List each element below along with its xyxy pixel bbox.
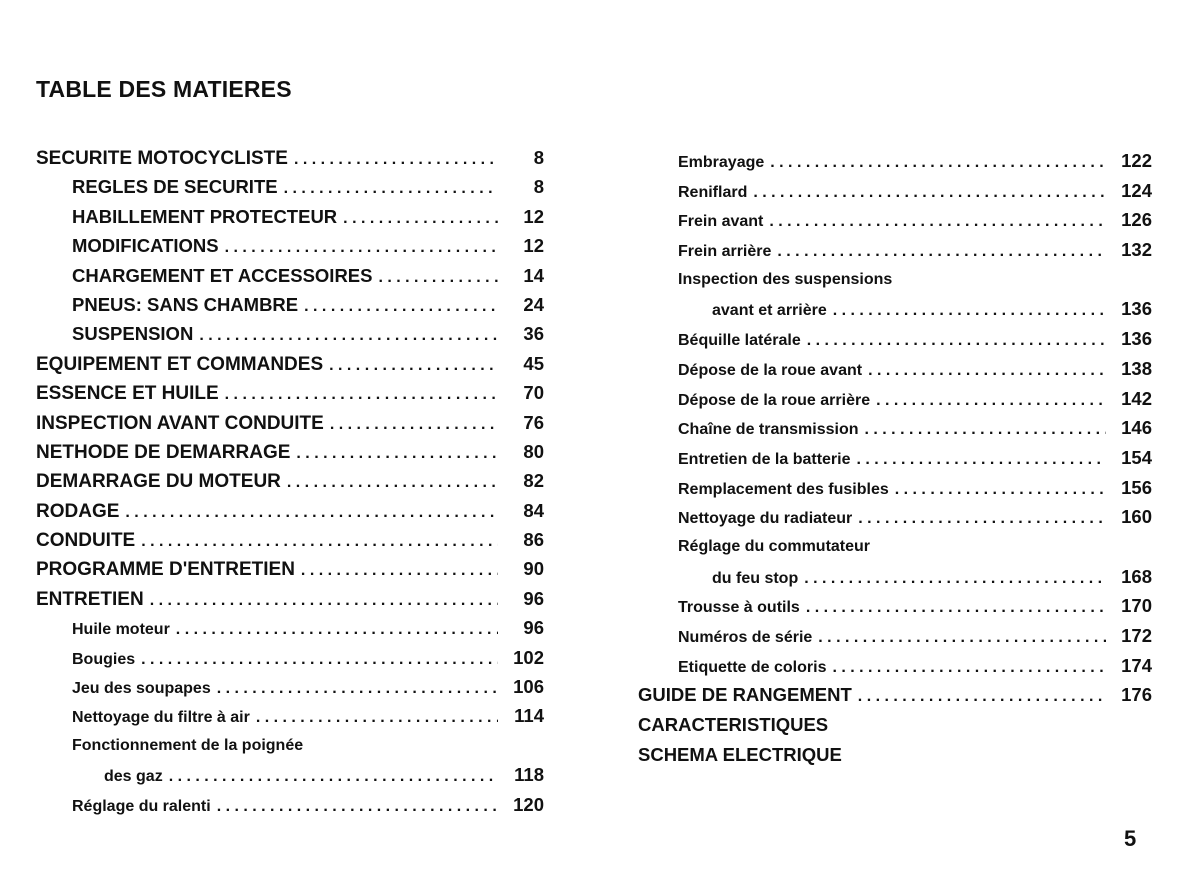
dot-leader — [771, 237, 1106, 267]
dot-leader — [288, 145, 498, 174]
toc-entry-page: 12 — [523, 235, 544, 257]
toc-entry[interactable] — [638, 294, 1152, 324]
toc-entry-page: 168 — [1121, 565, 1152, 587]
toc-entry-page: 45 — [523, 352, 544, 374]
toc-entry[interactable] — [36, 349, 544, 378]
toc-entry-page: 154 — [1121, 446, 1152, 468]
toc-entry-page: 8 — [533, 176, 544, 198]
toc-entry-page: 14 — [523, 264, 544, 286]
toc-entry-label: Fonctionnement de la poignée — [72, 736, 304, 754]
page-title: TABLE DES MATIERES — [36, 76, 292, 102]
dot-leader — [163, 762, 498, 791]
toc-entry-label: Chaîne de transmission — [678, 421, 859, 439]
toc-entry[interactable] — [638, 443, 1152, 473]
dot-leader — [144, 586, 498, 615]
toc-entry-label: Dépose de la roue arrière — [678, 391, 871, 409]
toc-entry[interactable] — [36, 496, 544, 525]
toc-entry-page: 82 — [523, 470, 544, 492]
toc-entry-label: Frein avant — [678, 213, 764, 231]
dot-leader — [764, 148, 1106, 178]
toc-entry-page: 170 — [1121, 595, 1152, 617]
toc-entry-page: 156 — [1121, 476, 1152, 498]
toc-entry-label: SUSPENSION — [72, 323, 194, 345]
toc-entry-label: Embrayage — [678, 154, 765, 171]
toc-entry[interactable] — [638, 591, 1152, 621]
toc-entry-page: 80 — [523, 440, 544, 462]
dot-leader — [862, 356, 1106, 386]
toc-entry-label: ESSENCE ET HUILE — [36, 383, 219, 405]
dot-leader — [826, 653, 1106, 683]
toc-entry-label: Remplacement des fusibles — [678, 480, 889, 498]
toc-entry-page: 70 — [523, 382, 544, 404]
toc-entry-page: 96 — [523, 587, 544, 609]
toc-entry[interactable] — [638, 205, 1152, 235]
toc-entry-page: 124 — [1121, 179, 1152, 201]
dot-leader — [119, 498, 498, 527]
toc-entry-page: 126 — [1121, 209, 1152, 231]
toc-entry[interactable] — [638, 680, 1152, 710]
dot-leader — [798, 564, 1106, 594]
toc-entry-page: 132 — [1121, 239, 1152, 261]
dot-leader — [250, 703, 498, 732]
toc-entry-label: Jeu des soupapes — [72, 680, 211, 698]
toc-entry-page: 136 — [1121, 328, 1152, 350]
dot-leader — [193, 321, 498, 350]
toc-entry[interactable] — [36, 643, 544, 672]
toc-entry-label: Etiquette de coloris — [678, 658, 827, 676]
toc-entry-label: Frein arrière — [678, 243, 772, 261]
toc-entry-label: Reniflard — [678, 183, 748, 201]
toc-entry-page: 138 — [1121, 357, 1152, 379]
toc-entry-page: 136 — [1121, 298, 1152, 320]
toc-entry-label: EQUIPEMENT ET COMMANDES — [36, 353, 324, 375]
toc-entry[interactable] — [638, 235, 1152, 265]
toc-entry-label: HABILLEMENT PROTECTEUR — [72, 205, 338, 227]
toc-entry-label: Numéros de série — [678, 629, 813, 646]
toc-entry-page: 12 — [523, 205, 544, 227]
dot-leader — [827, 296, 1106, 326]
dot-leader — [135, 645, 498, 674]
toc-entry-label: CARACTERISTIQUES — [638, 714, 829, 736]
toc-entry-page: 8 — [533, 147, 544, 168]
toc-entry[interactable] — [638, 502, 1152, 532]
toc-entry-page: 120 — [513, 793, 544, 815]
dot-leader — [323, 351, 498, 380]
toc-entry-label: Trousse à outils — [678, 599, 800, 617]
dot-leader — [337, 204, 498, 233]
toc-right-column — [638, 146, 1152, 769]
toc-entry-label: DEMARRAGE DU MOTEUR — [36, 471, 281, 493]
toc-entry[interactable] — [638, 324, 1152, 354]
toc-left-column — [36, 143, 544, 819]
toc-entry[interactable] — [36, 466, 544, 495]
toc-entry-label: REGLES DE SECURITE — [72, 176, 278, 198]
dot-leader — [851, 445, 1107, 475]
toc-entry[interactable] — [638, 473, 1152, 503]
dot-leader — [852, 682, 1106, 712]
toc-entry-page: 106 — [513, 676, 544, 698]
toc-entry-label: ENTRETIEN — [36, 588, 144, 610]
dot-leader — [281, 468, 498, 497]
toc-entry[interactable] — [36, 437, 544, 466]
toc-entry-page: 76 — [523, 411, 544, 433]
toc-entry-label: des gaz — [104, 768, 163, 786]
toc-entry[interactable] — [638, 532, 1152, 562]
dot-leader — [747, 178, 1106, 208]
toc-entry[interactable] — [36, 408, 544, 437]
toc-entry-label: Entretien de la batterie — [678, 450, 851, 468]
toc-entry-page: 86 — [523, 529, 544, 551]
toc-entry-page: 90 — [523, 558, 544, 580]
toc-entry-label: SECURITE MOTOCYCLISTE — [36, 148, 288, 169]
toc-entry[interactable] — [36, 613, 544, 642]
page-number: 5 — [1124, 826, 1137, 851]
toc-entry[interactable] — [638, 384, 1152, 414]
toc-entry-label: Bougies — [72, 650, 136, 668]
toc-entry-label: Huile moteur — [72, 621, 170, 639]
toc-entry-page: 84 — [523, 499, 544, 521]
dot-leader — [298, 292, 498, 321]
toc-entry[interactable] — [638, 413, 1152, 443]
toc-entry[interactable] — [638, 651, 1152, 681]
toc-entry-label: PROGRAMME D'ENTRETIEN — [36, 559, 295, 581]
toc-entry-label: Inspection des suspensions — [678, 270, 893, 288]
dot-leader — [801, 326, 1106, 356]
toc-entry[interactable] — [36, 143, 544, 172]
toc-entry-label: du feu stop — [712, 569, 799, 587]
toc-entry-page: 114 — [514, 705, 544, 727]
toc-entry[interactable] — [36, 261, 544, 290]
dot-leader — [812, 623, 1106, 653]
toc-entry[interactable] — [638, 621, 1152, 651]
toc-entry-label: SCHEMA ELECTRIQUE — [638, 743, 842, 765]
toc-entry-label: GUIDE DE RANGEMENT — [638, 684, 852, 706]
toc-entry[interactable] — [36, 378, 544, 407]
toc-entry[interactable] — [36, 672, 544, 701]
toc-entry[interactable] — [638, 146, 1152, 176]
dot-leader — [870, 386, 1106, 416]
toc-entry-page: 176 — [1121, 684, 1152, 706]
toc-entry-label: Réglage du ralenti — [72, 797, 211, 815]
toc-entry[interactable] — [638, 176, 1152, 206]
toc-entry-label: MODIFICATIONS — [72, 235, 219, 257]
toc-entry[interactable] — [36, 525, 544, 554]
toc-entry[interactable] — [36, 760, 544, 789]
dot-leader — [295, 556, 498, 585]
toc-entry[interactable] — [36, 202, 544, 231]
dot-leader — [852, 504, 1106, 534]
dot-leader — [763, 207, 1106, 237]
toc-entry-page: 172 — [1121, 625, 1152, 646]
toc-entry[interactable] — [36, 790, 544, 819]
toc-entry-label: Nettoyage du filtre à air — [72, 709, 250, 727]
toc-entry-page: 142 — [1121, 387, 1152, 409]
dot-leader — [372, 263, 498, 292]
dot-leader — [170, 615, 498, 644]
dot-leader — [278, 174, 498, 203]
toc-entry-label: NETHODE DE DEMARRAGE — [36, 441, 291, 463]
toc-entry-label: CHARGEMENT ET ACCESSOIRES — [72, 264, 373, 286]
toc-entry-page: 36 — [523, 323, 544, 345]
dot-leader — [889, 475, 1106, 505]
toc-entry-label: avant et arrière — [712, 302, 827, 320]
toc-entry[interactable] — [638, 562, 1152, 592]
toc-entry[interactable] — [36, 319, 544, 348]
dot-leader — [219, 380, 498, 409]
toc-entry[interactable] — [36, 172, 544, 201]
dot-leader — [290, 439, 498, 468]
toc-entry[interactable] — [36, 554, 544, 583]
toc-entry[interactable] — [36, 231, 544, 260]
toc-entry[interactable] — [36, 290, 544, 319]
toc-entry-page: 102 — [513, 646, 544, 668]
toc-entry[interactable] — [638, 265, 1152, 295]
dot-leader — [324, 410, 498, 439]
toc-entry[interactable] — [36, 701, 544, 730]
dot-leader — [135, 527, 498, 556]
toc-entry[interactable] — [638, 710, 1152, 740]
toc-entry-label: Dépose de la roue avant — [678, 361, 863, 379]
toc-entry-page: 118 — [514, 764, 544, 786]
toc-entry-page: 174 — [1121, 654, 1152, 676]
dot-leader — [859, 415, 1107, 445]
toc-entry-label: Réglage du commutateur — [678, 537, 871, 555]
toc-entry[interactable] — [638, 740, 1152, 770]
toc-entry[interactable] — [638, 354, 1152, 384]
dot-leader — [211, 792, 498, 821]
toc-entry-label: INSPECTION AVANT CONDUITE — [36, 412, 324, 434]
toc-entry-page: 96 — [523, 617, 544, 639]
toc-entry-page: 146 — [1121, 417, 1152, 439]
dot-leader — [211, 674, 498, 703]
toc-entry-label: Béquille latérale — [678, 332, 801, 350]
toc-entry-label: CONDUITE — [36, 530, 136, 552]
toc-entry-label: PNEUS: SANS CHAMBRE — [72, 293, 299, 315]
dot-leader — [800, 593, 1106, 623]
toc-entry-page: 160 — [1121, 506, 1152, 528]
dot-leader — [219, 233, 498, 262]
toc-entry[interactable] — [36, 731, 544, 760]
toc-entry-label: RODAGE — [36, 500, 120, 522]
toc-entry-page: 24 — [523, 293, 544, 315]
toc-entry-page: 122 — [1121, 150, 1152, 171]
toc-entry-label: Nettoyage du radiateur — [678, 510, 853, 528]
toc-entry[interactable] — [36, 584, 544, 613]
